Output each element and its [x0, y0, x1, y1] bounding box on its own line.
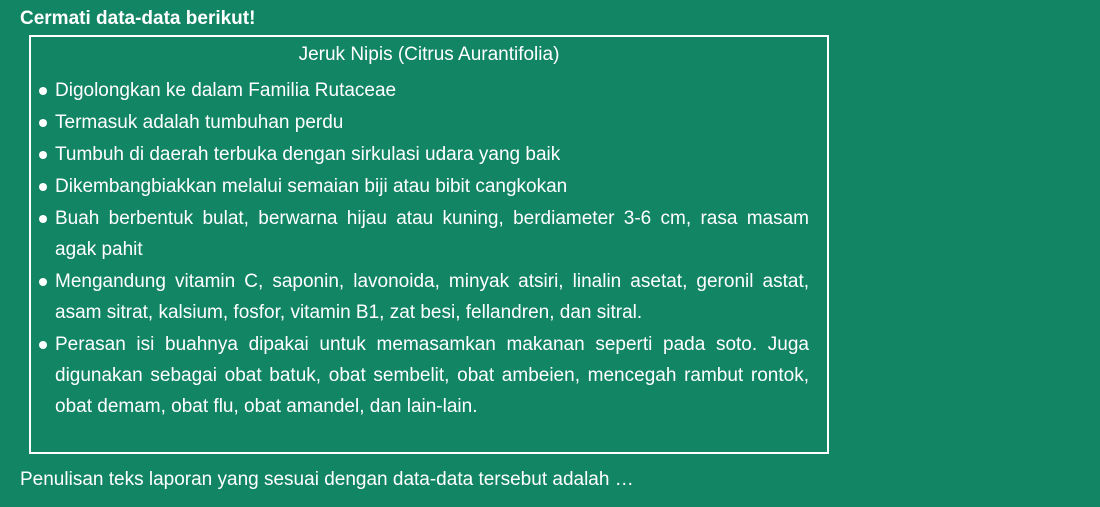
list-item-text: Mengandung vitamin C, saponin, lavonoida, minyak atsiri, linalin asetat, geronil astat, asam sitrat, kalsium, fosfor, vitamin B1, zat besi, fellandren, dan sitral.	[55, 271, 809, 323]
list-item-text: Termasuk adalah tumbuhan perdu	[55, 112, 344, 133]
list-item	[31, 266, 809, 328]
list-item	[31, 171, 809, 202]
data-box	[29, 35, 829, 454]
bullet-icon	[39, 215, 47, 223]
bullet-icon	[39, 151, 47, 159]
instruction-heading: Cermati data-data berikut!	[20, 8, 256, 29]
list-item	[31, 107, 809, 138]
list-item-text: Tumbuh di daerah terbuka dengan sirkulasi udara yang baik	[55, 144, 561, 165]
list-item	[31, 75, 809, 106]
list-item	[31, 203, 809, 265]
bullet-icon	[39, 341, 47, 349]
question-text: Penulisan teks laporan yang sesuai dengan data-data tersebut adalah …	[20, 469, 634, 490]
list-item	[31, 329, 809, 422]
bullet-icon	[39, 87, 47, 95]
list-item	[31, 139, 809, 170]
bullet-icon	[39, 183, 47, 191]
bullet-icon	[39, 119, 47, 127]
data-list	[31, 75, 809, 423]
list-item-text: Perasan isi buahnya dipakai untuk memasamkan makanan seperti pada soto. Juga digunakan sebagai obat batuk, obat sembelit, obat ambeien, mencegah rambut rontok, obat demam, obat flu, obat amandel, dan lain-lain.	[55, 334, 809, 417]
list-item-text: Dikembangbiakkan melalui semaian biji atau bibit cangkokan	[55, 176, 568, 197]
bullet-icon	[39, 278, 47, 286]
list-item-text: Buah berbentuk bulat, berwarna hijau atau kuning, berdiameter 3-6 cm, rasa masam agak pahit	[55, 208, 809, 260]
list-item-text: Digolongkan ke dalam Familia Rutaceae	[55, 80, 397, 101]
box-title: Jeruk Nipis (Citrus Aurantifolia)	[298, 44, 560, 65]
